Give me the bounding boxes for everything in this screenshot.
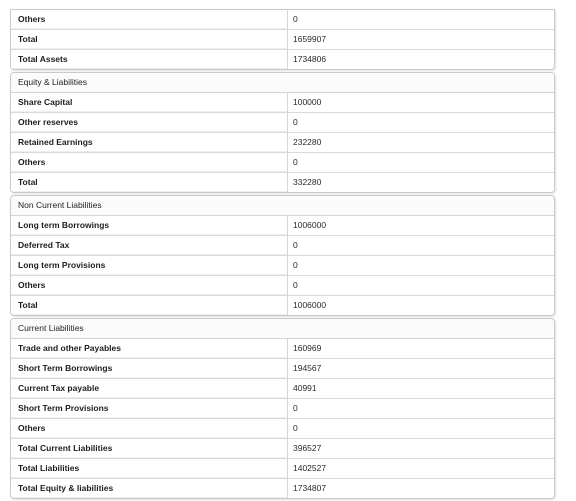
table-row xyxy=(11,50,554,69)
section-non-current-liabilities xyxy=(10,195,555,316)
row-label: Total Equity & liabilities xyxy=(11,479,288,498)
table-row xyxy=(11,173,554,192)
section-header: Equity & Liabilities xyxy=(11,73,554,93)
row-label: Short Term Provisions xyxy=(11,399,288,418)
row-value: 1659907 xyxy=(293,34,327,44)
row-label: Others xyxy=(11,276,288,295)
balance-sheet-table xyxy=(10,9,555,499)
row-label: Share Capital xyxy=(11,93,288,112)
table-row xyxy=(11,339,554,359)
row-value: 40991 xyxy=(293,383,317,393)
row-label: Short Term Borrowings xyxy=(11,359,288,378)
table-row xyxy=(11,296,554,315)
row-value: 1734807 xyxy=(293,483,327,493)
row-label: Total xyxy=(11,30,288,49)
row-label: Total Current Liabilities xyxy=(11,439,288,458)
row-value: 0 xyxy=(293,423,298,433)
row-value: 232280 xyxy=(293,137,322,147)
row-value: 0 xyxy=(293,403,298,413)
row-value: 0 xyxy=(293,240,298,250)
row-value: 0 xyxy=(293,157,298,167)
row-label: Total xyxy=(11,173,288,192)
table-row xyxy=(11,419,554,439)
table-row xyxy=(11,479,554,498)
table-row xyxy=(11,216,554,236)
row-value: 194567 xyxy=(293,363,322,373)
row-value: 160969 xyxy=(293,343,322,353)
section-header: Non Current Liabilities xyxy=(11,196,554,216)
section-assets-tail xyxy=(10,9,555,70)
row-label: Total xyxy=(11,296,288,315)
table-row xyxy=(11,276,554,296)
row-label: Others xyxy=(11,153,288,172)
row-value: 0 xyxy=(293,117,298,127)
section-header: Current Liabilities xyxy=(11,319,554,339)
table-row xyxy=(11,93,554,113)
table-row xyxy=(11,153,554,173)
row-label: Long term Borrowings xyxy=(11,216,288,235)
table-row xyxy=(11,459,554,479)
row-value: 1006000 xyxy=(293,300,327,310)
row-value: 396527 xyxy=(293,443,322,453)
table-row xyxy=(11,113,554,133)
row-label: Total Assets xyxy=(11,50,288,69)
table-row xyxy=(11,256,554,276)
row-label: Others xyxy=(11,419,288,438)
table-row xyxy=(11,133,554,153)
table-row xyxy=(11,30,554,50)
row-value: 1402527 xyxy=(293,463,327,473)
row-label: Long term Provisions xyxy=(11,256,288,275)
row-label: Others xyxy=(11,10,288,29)
row-value: 100000 xyxy=(293,97,322,107)
table-row xyxy=(11,439,554,459)
row-label: Trade and other Payables xyxy=(11,339,288,358)
table-row xyxy=(11,10,554,30)
row-label: Total Liabilities xyxy=(11,459,288,478)
row-value: 0 xyxy=(293,260,298,270)
table-row xyxy=(11,236,554,256)
section-equity-and-liabilities xyxy=(10,72,555,193)
row-value: 0 xyxy=(293,14,298,24)
row-label: Current Tax payable xyxy=(11,379,288,398)
row-label: Retained Earnings xyxy=(11,133,288,152)
row-value: 332280 xyxy=(293,177,322,187)
row-value: 1734806 xyxy=(293,54,327,64)
table-row xyxy=(11,399,554,419)
row-value: 0 xyxy=(293,280,298,290)
table-row xyxy=(11,379,554,399)
row-value: 1006000 xyxy=(293,220,327,230)
row-label: Deferred Tax xyxy=(11,236,288,255)
section-current-liabilities xyxy=(10,318,555,499)
row-label: Other reserves xyxy=(11,113,288,132)
table-row xyxy=(11,359,554,379)
